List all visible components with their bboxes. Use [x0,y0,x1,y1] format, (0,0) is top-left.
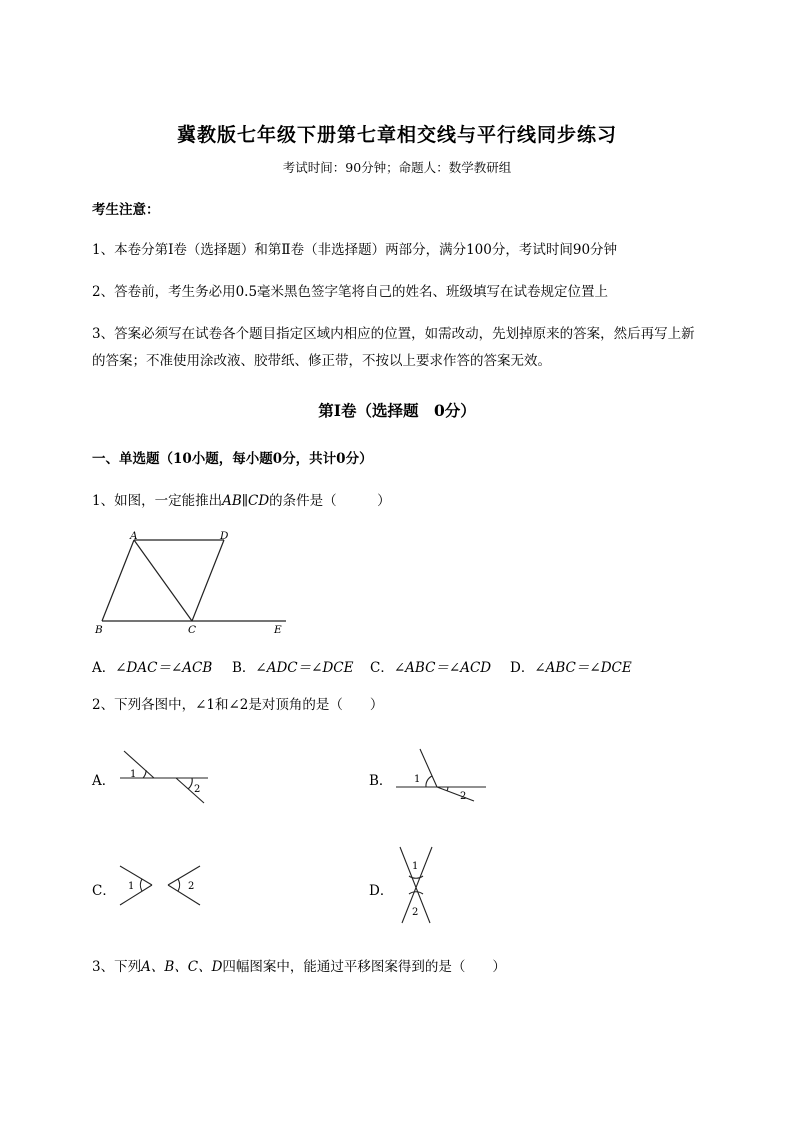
q1-label-c: C [188,624,197,636]
note-item-3-cont: 的答案；不准使用涂改液、胶带纸、修正带，不按以上要求作答的答案无效。 [92,353,551,369]
q1-stem-pre: 1、如图，一定能推出 [92,493,223,509]
q2-option-b-label[interactable]: B． [369,773,393,789]
q2-option-c-figure[interactable] [114,860,208,912]
q3-stem-pre: 3、下列 [92,959,142,975]
question-1-stem [92,488,391,515]
q2a-angle-1: 1 [130,769,137,780]
q1-segment-ab [102,540,134,621]
q2-option-d-label[interactable]: D． [369,883,394,899]
q2c-angle-2: 2 [188,881,195,892]
q2-option-b-figure[interactable] [392,744,492,808]
q1-stem-math: AB∥CD [222,493,270,509]
q1-option-c[interactable]: C．∠ABC＝∠ACD [370,660,492,676]
q1-label-d: D [220,530,229,542]
notes-heading: 考生注意： [92,202,160,218]
part-heading: 一、单选题（10小题，每小题0分，共计0分） [92,451,373,467]
q1-segment-dc [192,540,224,621]
q2b-angle-1: 1 [414,774,421,785]
q2d-angle-2: 2 [412,907,419,918]
q2-option-a-label[interactable]: A． [92,773,116,789]
question-3-stem [92,954,506,981]
q2-option-d-figure[interactable] [392,842,440,928]
q3-stem-math: A、B、C、D [141,959,223,975]
q1-segment-ac [134,540,192,621]
exam-info: 考试时间：90分钟；命题人：数学教研组 [282,160,512,175]
q2a-angle-2: 2 [194,784,201,795]
question-2-stem: 2、下列各图中，∠1和∠2是对顶角的是（ ） [92,697,384,713]
q2c-angle-1: 1 [128,881,135,892]
q1-label-b: B [95,624,103,636]
page-title: 冀教版七年级下册第七章相交线与平行线同步练习 [176,124,617,146]
q2d-angle-1: 1 [412,861,419,872]
q1-option-a[interactable]: A．∠DAC＝∠ACB [92,660,213,676]
q1-figure [90,528,300,640]
q1-label-e: E [274,624,282,636]
q1-option-d[interactable]: D．∠ABC＝∠DCE [510,660,632,676]
note-item-2: 2、答卷前，考生务必用0.5毫米黑色签字笔将自己的姓名、班级填写在试卷规定位置上 [92,284,609,300]
q2b-angle-2: 2 [460,791,467,802]
note-item-1: 1、本卷分第I卷（选择题）和第Ⅱ卷（非选择题）两部分，满分100分，考试时间90分钟 [92,242,618,258]
note-item-3: 3、答案必须写在试卷各个题目指定区域内相应的位置，如需改动，先划掉原来的答案，然后再写上新 [92,326,695,342]
section-title: 第I卷（选择题 0分） [318,401,476,420]
q1-option-b[interactable]: B．∠ADC＝∠DCE [232,660,354,676]
q1-stem-post: 的条件是（ ） [269,493,391,509]
q3-stem-post: 四幅图案中，能通过平移图案得到的是（ ） [222,959,506,975]
q2-option-c-label[interactable]: C． [92,883,116,899]
q1-label-a: A [130,530,138,542]
q2-option-a-figure[interactable] [112,744,217,808]
